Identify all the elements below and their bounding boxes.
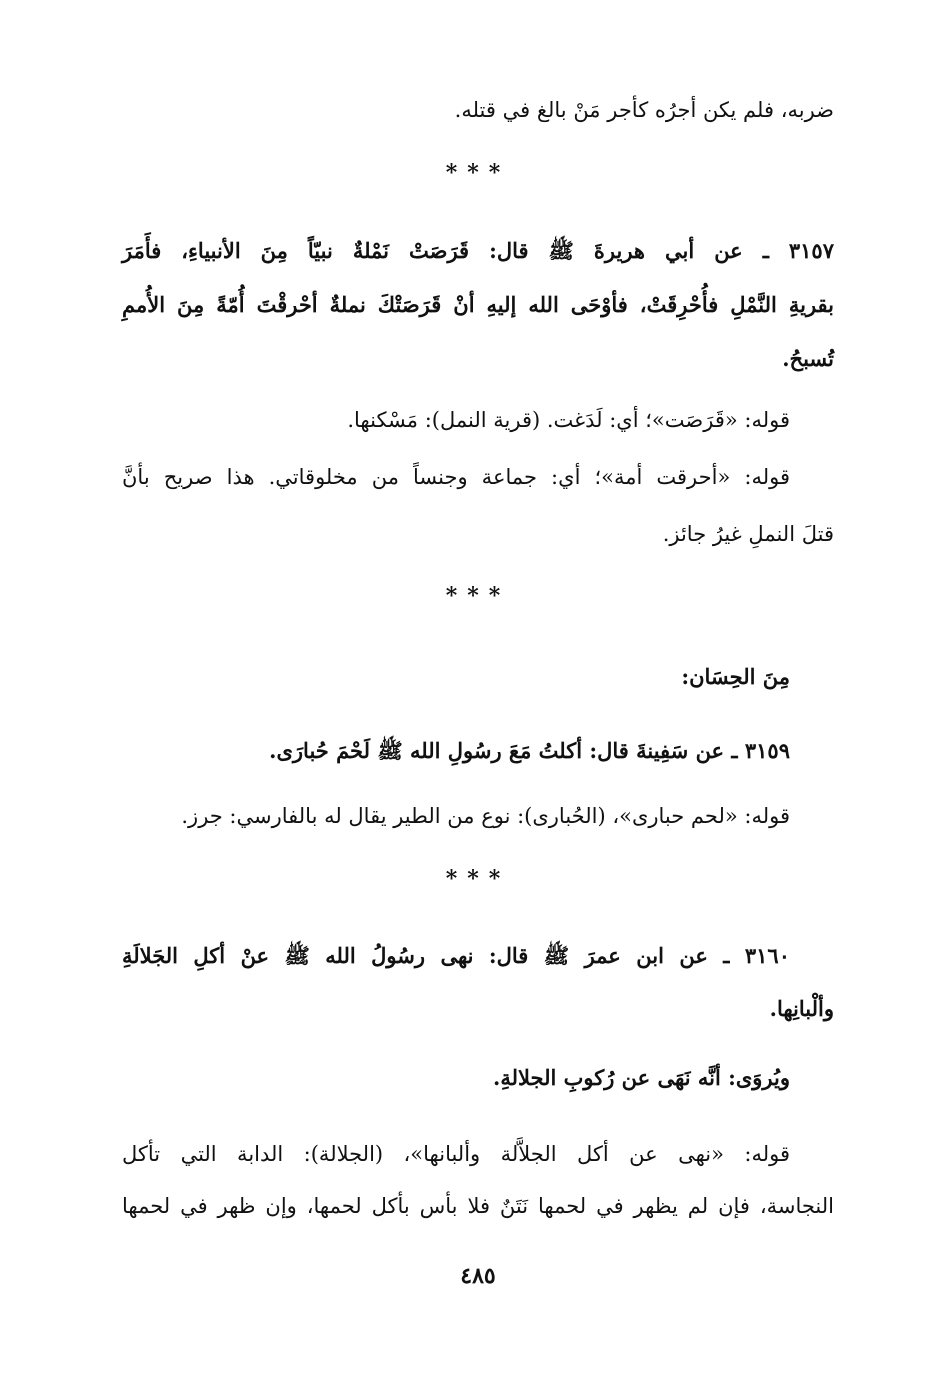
page-number: ٤٨٥	[460, 1263, 496, 1289]
commentary-3160-line-2: النجاسة، فإن لم يظهر في لحمها نَتَنٌ فلا بأس بأكل لحمها، وإن ظهر في لحمها	[122, 1194, 834, 1218]
commentary-3157-1: قوله: «قَرَصَت»؛ أي: لَدَغت. (قرية النمل): مَسْكنها.	[347, 408, 790, 432]
text-line: ضربه، فلم يكن أجرُه كأجر مَنْ بالغ في قتله.	[454, 98, 834, 122]
hadith-3159: ٣١٥٩ ـ عن سَفِينةَ قال: أكلتُ مَعَ رسُولِ الله ﷺ لَحْمَ حُبارَى.	[269, 738, 790, 763]
section-heading: مِنَ الحِسَان:	[681, 664, 790, 689]
section-separator: ***	[445, 866, 511, 892]
section-separator: ***	[445, 583, 511, 609]
hadith-3160-line-2: وألْبانِها.	[769, 996, 834, 1021]
commentary-3157-2-line-2: قتلَ النملِ غيرُ جائز.	[662, 522, 834, 546]
hadith-3157-line-2: بقريةِ النَّمْلِ فأُحْرِقَتْ، فأوْحَى الله إليهِ أنْ قَرَصَتْكَ نملةٌ أحْرقْتَ أُمّةً مِنَ الأُممِ	[122, 292, 834, 317]
section-separator: ***	[445, 160, 511, 186]
hadith-3157-line-3: تُسبحُ.	[782, 346, 834, 371]
commentary-3159: قوله: «لحم حبارى»، (الحُبارى): نوع من الطير يقال له بالفارسي: جرز.	[181, 804, 790, 828]
hadith-3157-line-1: ٣١٥٧ ـ عن أبي هريرةَ ﷺ قال: قَرَصَتْ نَمْلةٌ نبيّاً مِنَ الأنبياءِ، فأَمَرَ	[122, 238, 834, 263]
hadith-3160-line-1: ٣١٦٠ ـ عن ابن عمرَ ﷺ قال: نهى رسُولُ الله ﷺ عنْ أكلِ الجَلالَةِ	[122, 943, 790, 968]
page-content	[122, 0, 834, 1380]
hadith-3160-variant: ويُروَى: أنَّه نَهَى عن رُكوبِ الجلالةِ.	[493, 1065, 790, 1090]
commentary-3160-line-1: قوله: «نهى عن أكل الجلاَّلة وألبانها»، (الجلالة): الدابة التي تأكل	[122, 1142, 790, 1166]
commentary-3157-2-line-1: قوله: «أحرقت أمة»؛ أي: جماعة وجنساً من مخلوقاتي. هذا صريح بأنَّ	[122, 465, 790, 489]
